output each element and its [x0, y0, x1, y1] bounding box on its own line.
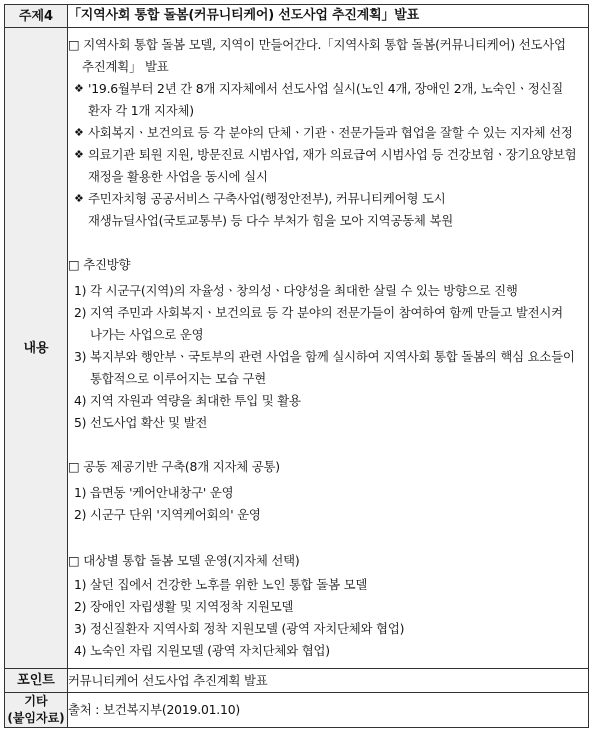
numbered-item: 2) 장애인 자립생활 및 지역정착 지원모델 — [74, 599, 294, 614]
etc-label: 기타 (붙임자료) — [5, 693, 68, 728]
numbered-item: 3) 정신질환자 지역사회 정착 지원모델 (광역 자치단체와 협업) — [74, 621, 405, 636]
numbered-item: 5) 선도사업 확산 및 발전 — [74, 415, 208, 430]
numbered-item: 2) 지역 주민과 사회복지ㆍ보건의료 등 각 분야의 전문가들이 참여하여 함께 만들고 발전시켜 — [74, 305, 563, 320]
numbered-item: 4) 노숙인 자립 지원모델 (광역 자치단체와 협업) — [74, 643, 330, 658]
bullet-item: ❖ 의료기관 퇴원 지원, 방문진료 시범사업, 재가 의료급여 시범사업 등 건강보험ㆍ장기요양보험 — [74, 144, 588, 166]
section-direction-heading: □ 추진방향 — [68, 257, 131, 272]
point-label: 포인트 — [5, 669, 68, 693]
numbered-item-cont: 통합적으로 이루어지는 모습 구현 — [90, 371, 266, 386]
diamond-bullet-icon: ❖ — [74, 82, 84, 95]
numbered-item: 1) 읍면동 '케어안내창구' 운영 — [74, 485, 234, 500]
section-common-base-heading: □ 공동 제공기반 구축(8개 지자체 공통) — [68, 459, 280, 474]
diamond-bullet-icon: ❖ — [74, 126, 84, 139]
section-overview-heading: □ 지역사회 통합 돌봄 모델, 지역이 만들어간다.「지역사회 통합 돌봄(커뮤니티케어) 선도사업 — [68, 37, 566, 52]
bullet-item-cont: 환자 각 1개 지자체) — [88, 103, 194, 118]
point-row — [5, 669, 589, 693]
bullet-item-cont: 재생뉴딜사업(국토교통부) 등 다수 부처가 힘을 모아 지역공동체 복원 — [88, 213, 453, 228]
bullet-item: ❖ 사회복지ㆍ보건의료 등 각 분야의 단체ㆍ기관ㆍ전문가들과 협업을 잘할 수 있는 지자체 선정 — [74, 122, 588, 144]
etc-text: 출처 : 보건복지부(2019.01.10) — [68, 693, 589, 728]
bullet-item: ❖ 주민자치형 공공서비스 구축사업(행정안전부), 커뮤니티케어형 도시 — [74, 188, 588, 210]
numbered-item-cont: 나가는 사업으로 운영 — [90, 327, 204, 342]
section-overview — [68, 34, 588, 232]
numbered-item: 3) 복지부와 행안부ㆍ국토부의 관련 사업을 함께 실시하여 지역사회 통합 돌봄의 핵심 요소들이 — [74, 349, 575, 364]
diamond-bullet-icon: ❖ — [74, 148, 84, 161]
section-common-base — [68, 456, 588, 526]
bullet-item: ❖ '19.6월부터 2년 간 8개 지자체에서 선도사업 실시(노인 4개, 장애인 2개, 노숙인ㆍ정신질 — [74, 78, 588, 100]
etc-row — [5, 693, 589, 728]
diamond-bullet-icon: ❖ — [74, 192, 84, 205]
section-direction — [68, 254, 588, 434]
title-text: 「지역사회 통합 돌봄(커뮤니티케어) 선도사업 추진계획」발표 — [68, 5, 589, 28]
title-row — [5, 5, 589, 28]
document-table — [4, 4, 589, 728]
content-label: 내용 — [5, 28, 68, 669]
numbered-item: 4) 지역 자원과 역량을 최대한 투입 및 활용 — [74, 393, 301, 408]
numbered-item: 1) 각 시군구(지역)의 자율성ㆍ창의성ㆍ다양성을 최대한 살릴 수 있는 방향으로 진행 — [74, 283, 518, 298]
numbered-item: 1) 살던 집에서 건강한 노후를 위한 노인 통합 돌봄 모델 — [74, 577, 368, 592]
section-overview-heading-cont: 추진계획」 발표 — [82, 59, 169, 74]
bullet-item-cont: 재정을 활용한 사업을 동시에 실시 — [88, 169, 268, 184]
content-body — [68, 28, 589, 669]
section-models-heading: □ 대상별 통합 돌봄 모델 운영(지자체 선택) — [68, 553, 300, 568]
point-text: 커뮤니티케어 선도사업 추진계획 발표 — [68, 669, 589, 693]
content-row — [5, 28, 589, 669]
numbered-item: 2) 시군구 단위 '지역케어회의' 운영 — [74, 507, 261, 522]
section-models — [68, 550, 588, 662]
title-label: 주제4 — [5, 5, 68, 28]
